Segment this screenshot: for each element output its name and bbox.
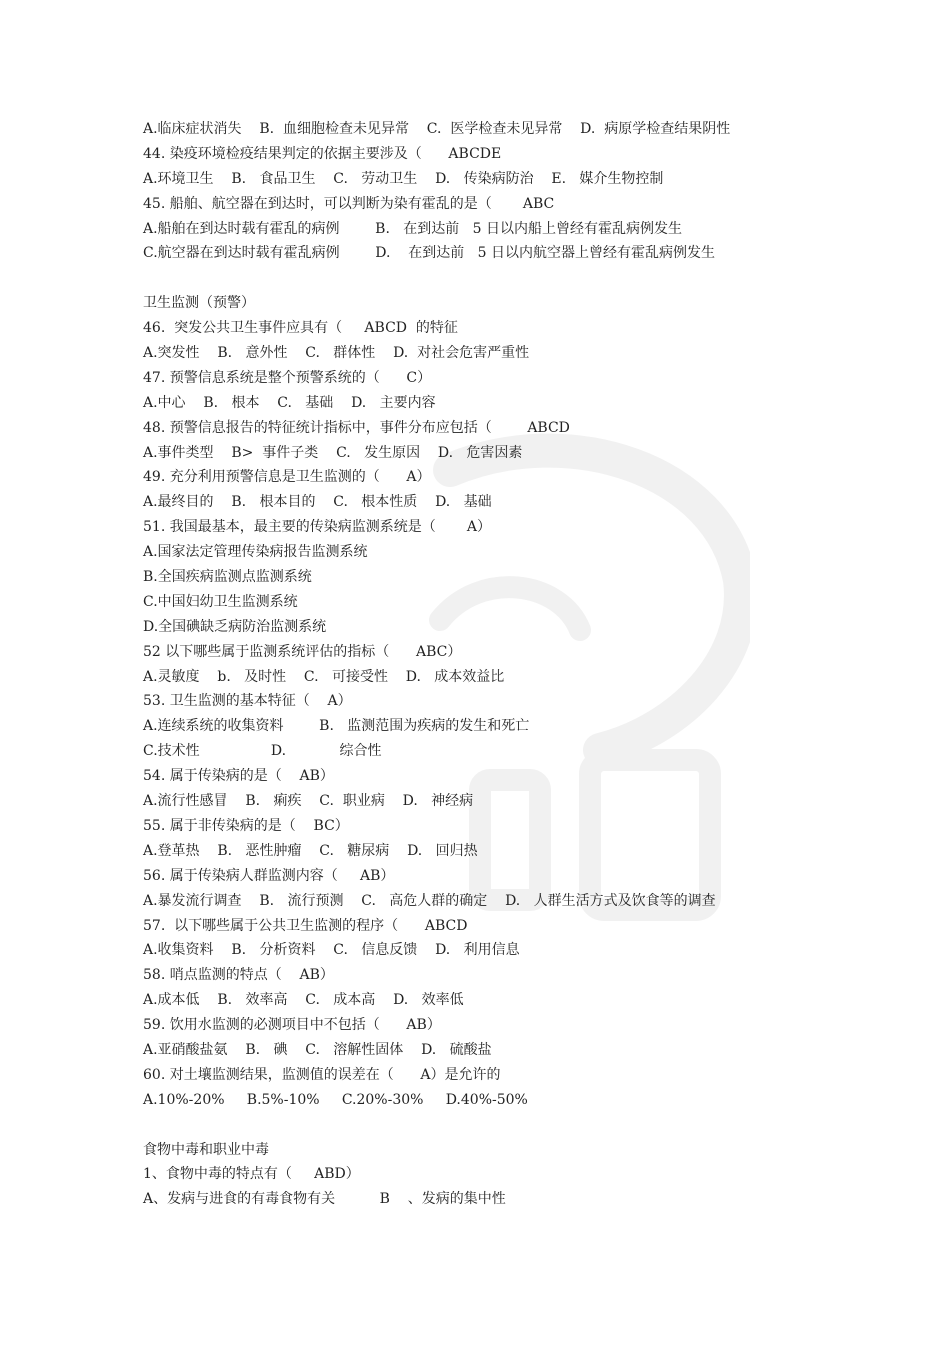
- question-60: 60. 对土壤监测结果，监测值的误差在（ A）是允许的: [143, 1066, 501, 1083]
- question-58: 58. 哨点监测的特点（ AB）: [143, 967, 334, 984]
- options-54: A.流行性感冒 B. 痢疾 C. 职业病 D. 神经病: [143, 793, 474, 810]
- section-tail-previous: [143, 117, 863, 266]
- question-49: 49. 充分利用预警信息是卫生监测的（ A）: [143, 469, 431, 486]
- options-55: A.登革热 B. 恶性肿瘤 C. 糖尿病 D. 回归热: [143, 842, 478, 859]
- question-55: 55. 属于非传染病的是（ BC）: [143, 817, 349, 834]
- section-food-occupational-poisoning: [143, 1138, 863, 1213]
- question-1: 1、食物中毒的特点有（ ABD）: [143, 1166, 360, 1183]
- document-body: [143, 117, 863, 1212]
- question-47: 47. 预警信息系统是整个预警系统的（ C）: [143, 369, 432, 386]
- options-45-ab: A.船舶在到达时载有霍乱的病例 B. 在到达前 5 日以内船上曾经有霍乱病例发生: [143, 220, 682, 237]
- question-56: 56. 属于传染病人群监测内容（ AB）: [143, 867, 395, 884]
- section-heading: 食物中毒和职业中毒: [143, 1141, 269, 1158]
- question-46: 46. 突发公共卫生事件应具有（ ABCD 的特征: [143, 320, 458, 337]
- question-44: 44. 染疫环境检疫结果判定的依据主要涉及（ ABCDE: [143, 145, 502, 162]
- question-48: 48. 预警信息报告的特征统计指标中，事件分布应包括（ ABCD: [143, 419, 570, 436]
- option-51-a: A.国家法定管理传染病报告监测系统: [143, 544, 368, 561]
- options-60: A.10%-20% B.5%-10% C.20%-30% D.40%-50%: [143, 1091, 528, 1108]
- options-56: A.暴发流行调查 B. 流行预测 C. 高危人群的确定 D. 人群生活方式及饮食等的调查: [143, 892, 716, 909]
- section-heading: 卫生监测（预警）: [143, 295, 255, 312]
- option-51-d: D.全国碘缺乏病防治监测系统: [143, 618, 327, 635]
- options-44: A.环境卫生 B. 食品卫生 C. 劳动卫生 D. 传染病防治 E. 媒介生物控制: [143, 170, 664, 187]
- option-51-b: B.全国疾病监测点监测系统: [143, 569, 312, 586]
- section-gap: [143, 266, 863, 291]
- options-1-ab: A、发病与进食的有毒食物有关 B 、发病的集中性: [143, 1191, 506, 1208]
- options-53-ab: A.连续系统的收集资料 B. 监测范围为疾病的发生和死亡: [143, 718, 530, 735]
- section-health-monitoring: [143, 291, 863, 1112]
- options-52: A.灵敏度 b. 及时性 C. 可接受性 D. 成本效益比: [143, 668, 505, 685]
- question-57: 57. 以下哪些属于公共卫生监测的程序（ ABCD: [143, 917, 468, 934]
- options-46: A.突发性 B. 意外性 C. 群体性 D. 对社会危害严重性: [143, 345, 530, 362]
- options-59: A.亚硝酸盐氨 B. 碘 C. 溶解性固体 D. 硫酸盐: [143, 1041, 492, 1058]
- text-line: A.临床症状消失 B. 血细胞检查未见异常 C. 医学检查未见异常 D. 病原学检查结果阴性: [143, 121, 731, 137]
- section-gap: [143, 1113, 863, 1138]
- options-57: A.收集资料 B. 分析资料 C. 信息反馈 D. 利用信息: [143, 942, 520, 959]
- options-58: A.成本低 B. 效率高 C. 成本高 D. 效率低: [143, 992, 464, 1009]
- question-51: 51. 我国最基本，最主要的传染病监测系统是（ A）: [143, 519, 491, 536]
- question-59: 59. 饮用水监测的必测项目中不包括（ AB）: [143, 1017, 441, 1034]
- option-51-c: C.中国妇幼卫生监测系统: [143, 593, 298, 610]
- question-45: 45. 船舶、航空器在到达时，可以判断为染有霍乱的是（ ABC: [143, 195, 555, 212]
- options-49: A.最终目的 B. 根本目的 C. 根本性质 D. 基础: [143, 494, 492, 511]
- question-53: 53. 卫生监测的基本特征（ A）: [143, 693, 352, 710]
- options-53-cd: C.技术性 D. 综合性: [143, 743, 382, 760]
- question-54: 54. 属于传染病的是（ AB）: [143, 768, 334, 785]
- options-45-cd: C.航空器在到达时载有霍乱病例 D. 在到达前 5 日以内航空器上曾经有霍乱病例发生: [143, 245, 715, 262]
- options-48: A.事件类型 B> 事件子类 C. 发生原因 D. 危害因素: [143, 444, 523, 461]
- question-52: 52 以下哪些属于监测系统评估的指标（ ABC）: [143, 643, 462, 660]
- options-47: A.中心 B. 根本 C. 基础 D. 主要内容: [143, 394, 436, 411]
